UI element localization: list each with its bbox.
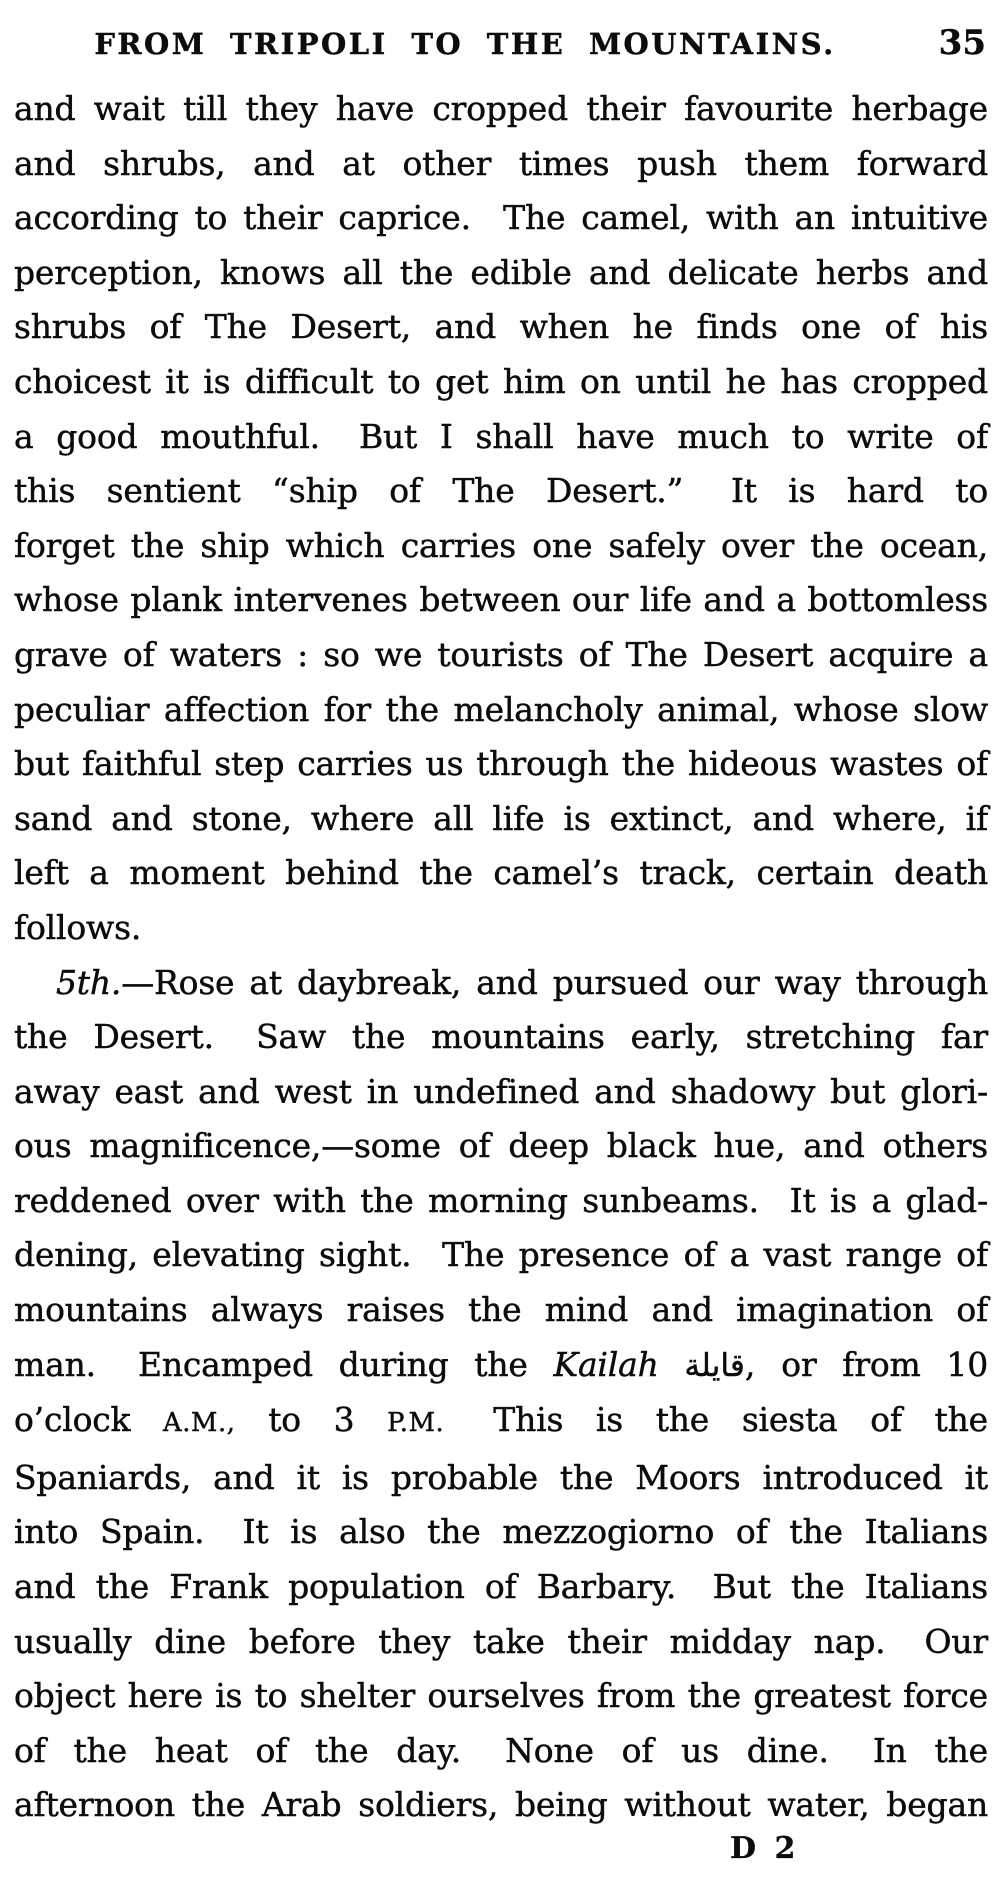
text-segment: o’clock [14, 1400, 164, 1440]
text-segment: dening, elevating sight. The presence of a vast range of [14, 1235, 988, 1275]
text-segment: this sentient “ship of The Desert.” It is hard to [14, 471, 988, 511]
text-segment: forget the ship which carries one safely over the ocean, [14, 525, 988, 565]
text-segment-italic: 5th. [56, 962, 122, 1002]
text-line [14, 846, 988, 901]
text-segment: , or from 10 [744, 1344, 988, 1384]
text-line [14, 1174, 988, 1229]
text-segment: Spaniards, and it is probable the Moors introduced it [14, 1457, 988, 1497]
running-head-title: FROM TRIPOLI TO THE MOUNTAINS. [94, 27, 836, 61]
body-text [14, 82, 988, 1833]
text-line [14, 1338, 988, 1394]
text-segment: object here is to shelter ourselves from the greatest force [14, 1676, 988, 1716]
text-segment: This is the siesta of the [444, 1400, 988, 1440]
text-line [14, 1615, 988, 1670]
text-line [14, 792, 988, 847]
text-segment: whose plank intervenes between our life and a bottomless [14, 580, 988, 620]
text-segment: away east and west in undefined and shadowy but glori- [14, 1071, 988, 1111]
text-line [14, 246, 988, 301]
paragraph [14, 82, 988, 956]
text-segment: usually dine before they take their midday nap. Our [14, 1621, 988, 1661]
text-segment: mountains always raises the mind and imagination of [14, 1290, 988, 1330]
text-line [14, 683, 988, 738]
text-segment: follows. [14, 907, 142, 947]
text-line [14, 1560, 988, 1615]
text-segment: —Rose at daybreak, and pursued our way through [121, 962, 988, 1002]
text-line [14, 901, 988, 956]
text-line [14, 82, 988, 137]
text-line [14, 1393, 988, 1451]
text-line [14, 464, 988, 519]
text-segment: to 3 [235, 1400, 388, 1440]
text-line [14, 1119, 988, 1174]
text-segment: and shrubs, and at other times push them forward [14, 143, 988, 183]
text-line [14, 300, 988, 355]
text-segment: peculiar affection for the melancholy animal, whose slow [14, 689, 988, 729]
text-segment: into Spain. It is also the mezzogiorno of the Italians [14, 1512, 988, 1552]
text-segment: perception, knows all the edible and delicate herbs and [14, 252, 988, 292]
text-segment: according to their caprice. The camel, with an intuitive [14, 198, 988, 238]
text-segment: afternoon the Arab soldiers, being without water, began [14, 1785, 988, 1825]
text-segment-smallcaps: P.M. [387, 1408, 445, 1439]
text-segment: sand and stone, where all life is extinct, and where, if [14, 798, 988, 838]
text-line [14, 1451, 988, 1506]
text-line [14, 956, 988, 1011]
text-line [14, 355, 988, 410]
paragraph [14, 956, 988, 1834]
text-line [14, 1065, 988, 1120]
text-line [14, 410, 988, 465]
text-segment: and the Frank population of Barbary. But the Italians [14, 1567, 988, 1607]
text-line [14, 573, 988, 628]
text-line [14, 1505, 988, 1560]
text-segment: a good mouthful. But I shall have much to write of [14, 416, 988, 456]
text-segment-arabic: قايلة [684, 1347, 745, 1384]
text-line [14, 628, 988, 683]
text-segment: and wait till they have cropped their favourite herbage [14, 89, 988, 128]
text-line [14, 1669, 988, 1724]
text-line [14, 137, 988, 192]
text-segment: the Desert. Saw the mountains early, stretching far [14, 1017, 988, 1057]
text-segment: grave of waters : so we tourists of The Desert acquire a [14, 634, 988, 674]
text-segment: shrubs of The Desert, and when he finds one of his [14, 307, 988, 347]
text-segment: but faithful step carries us through the hideous wastes of [14, 744, 988, 784]
text-line [14, 1724, 988, 1779]
text-segment: ous magnificence,—some of deep black hue, and others [14, 1126, 988, 1166]
text-segment [659, 1345, 685, 1384]
text-line [14, 519, 988, 574]
text-line [14, 1283, 988, 1338]
text-segment: reddened over with the morning sunbeams. It is a glad- [14, 1180, 988, 1220]
text-line [14, 1228, 988, 1283]
text-segment: of the heat of the day. None of us dine. In the [14, 1730, 988, 1770]
text-segment: left a moment behind the camel’s track, certain death [14, 853, 988, 893]
text-line [14, 1778, 988, 1833]
text-segment: man. Encamped during the [14, 1344, 554, 1384]
text-line [14, 191, 988, 246]
text-segment-italic: Kailah [553, 1344, 659, 1384]
text-line [14, 737, 988, 792]
page-number: 35 [938, 23, 986, 63]
text-line [14, 1010, 988, 1065]
text-segment: choicest it is difficult to get him on until he has cropped [14, 361, 988, 401]
printer-signature: D 2 [730, 1831, 800, 1866]
text-segment-smallcaps: A.M., [163, 1408, 236, 1439]
